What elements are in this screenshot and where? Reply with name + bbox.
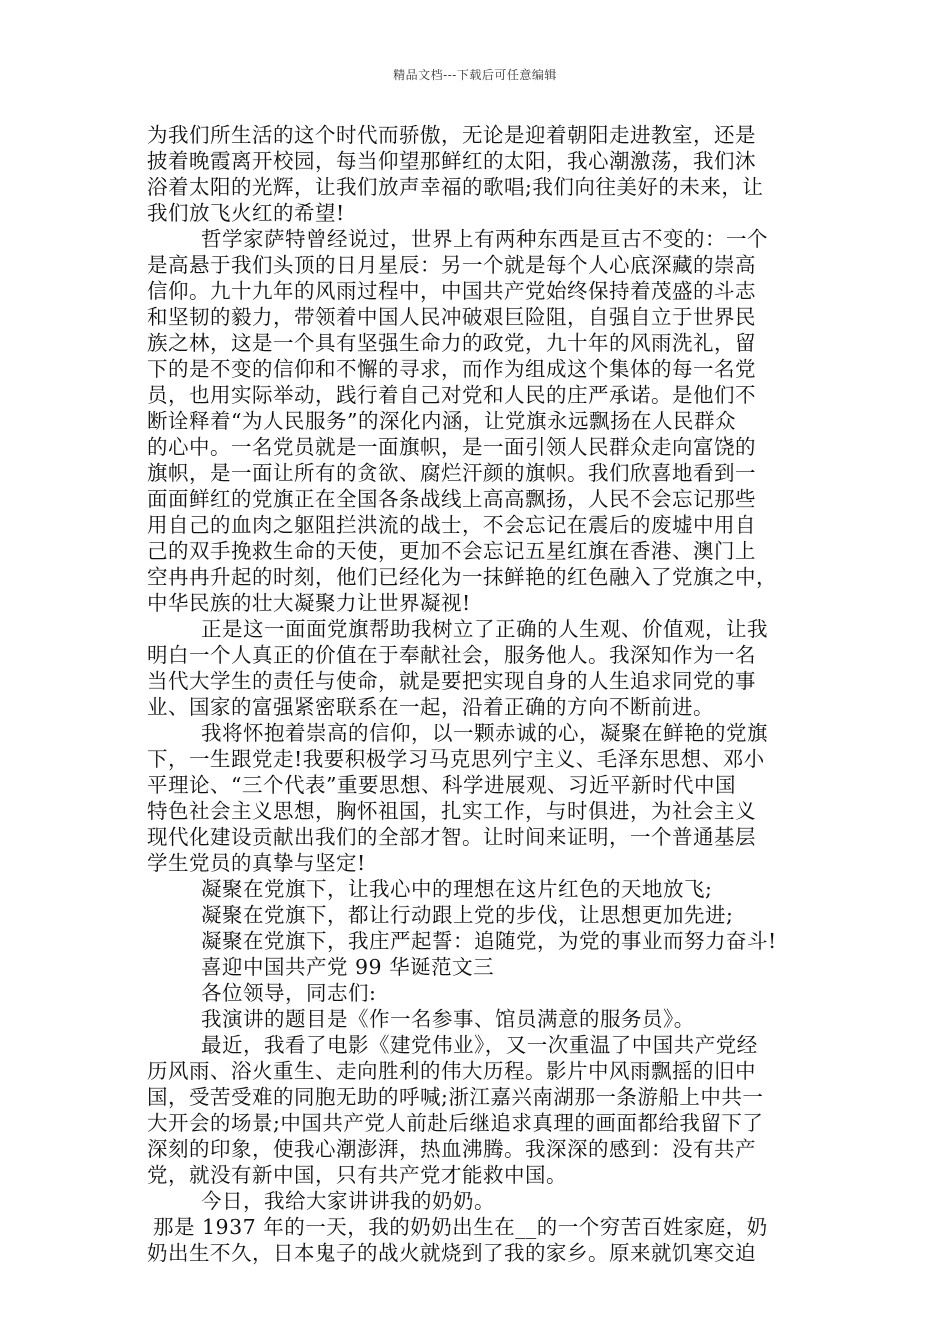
- text-line: 喜迎中国共产党 99 华诞范文三: [201, 955, 495, 979]
- text-line: 业、国家的富强紧密联系在一起，沿着正确的方向不断前进。: [147, 695, 714, 719]
- text-line: 现代化建设贡献出我们的全部才智。让时间来证明，一个普通基层: [147, 825, 756, 849]
- text-line: 平理论、“三个代表”重要思想、科学进展观、习近平新时代中国: [147, 773, 736, 797]
- text-line: 中华民族的壮大凝聚力让世界凝视!: [147, 591, 471, 615]
- text-line: 凝聚在党旗下，都让行动跟上党的步伐，让思想更加先进;: [201, 903, 734, 927]
- text-line: 历风雨、浴火重生、走向胜利的伟大历程。影片中风雨飘摇的旧中: [147, 1059, 756, 1083]
- text-line: 学生党员的真挚与坚定!: [147, 851, 366, 875]
- text-line: 明白一个人真正的价值在于奉献社会，服务他人。我深知作为一名: [147, 643, 756, 667]
- text-line: 下的是不变的信仰和不懈的寻求，而作为组成这个集体的每一名党: [147, 357, 756, 381]
- text-line: 断诠释着“为人民服务”的深化内涵，让党旗永远飘扬在人民群众: [147, 409, 736, 433]
- text-line: 当代大学生的责任与使命，就是要把实现自身的人生追求同党的事: [147, 669, 756, 693]
- text-line: 凝聚在党旗下，我庄严起誓：追随党，为党的事业而努力奋斗!: [201, 929, 777, 953]
- text-line: 信仰。九十九年的风雨过程中，中国共产党始终保持着茂盛的斗志: [147, 279, 756, 303]
- text-line: 国，受苦受难的同胞无助的呼喊;浙江嘉兴南湖那一条游船上中共一: [147, 1085, 764, 1109]
- text-line: 今日，我给大家讲讲我的奶奶。: [201, 1189, 495, 1213]
- text-line: 特色社会主义思想，胸怀祖国，扎实工作，与时俱进，为社会主义: [147, 799, 756, 823]
- text-line: 披着晚霞离开校园，每当仰望那鲜红的太阳，我心潮激荡，我们沐: [147, 149, 756, 173]
- text-line: 的心中。一名党员就是一面旗帜，是一面引领人民群众走向富饶的: [147, 435, 756, 459]
- text-line: 己的双手挽救生命的天使，更加不会忘记五星红旗在香港、澳门上: [147, 539, 756, 563]
- text-line: 大开会的场景;中国共产党人前赴后继追求真理的画面都给我留下了: [147, 1111, 764, 1135]
- text-line: 下，一生跟党走!我要积极学习马克思列宁主义、毛泽东思想、邓小: [147, 747, 765, 771]
- text-line: 族之林，这是一个具有坚强生命力的政党，九十年的风雨洗礼，留: [147, 331, 756, 355]
- text-line: 为我们所生活的这个时代而骄傲，无论是迎着朝阳走进教室，还是: [147, 123, 756, 147]
- text-line: 凝聚在党旗下，让我心中的理想在这片红色的天地放飞;: [201, 877, 713, 901]
- text-line: 深刻的印象，使我心潮澎湃，热血沸腾。我深深的感到：没有共产: [147, 1137, 756, 1161]
- text-line: 用自己的血肉之躯阻拦洪流的战士，不会忘记在震后的废墟中用自: [147, 513, 756, 537]
- text-line: 党，就没有新中国，只有共产党才能救中国。: [147, 1163, 567, 1187]
- text-line: 正是这一面面党旗帮助我树立了正确的人生观、价值观，让我: [201, 617, 768, 641]
- text-line: 员，也用实际举动，践行着自己对党和人民的庄严承诺。是他们不: [147, 383, 756, 407]
- text-line: 和坚韧的毅力，带领着中国人民冲破艰巨险阻，自强自立于世界民: [147, 305, 756, 329]
- text-line: 空冉冉升起的时刻，他们已经化为一抹鲜艳的红色融入了党旗之中，: [147, 565, 777, 589]
- text-line: 最近，我看了电影《建党伟业》，又一次重温了中国共产党经: [201, 1033, 758, 1057]
- text-line: 奶出生不久，日本鬼子的战火就烧到了我的家乡。原来就饥寒交迫: [147, 1241, 756, 1265]
- text-line: 我将怀抱着崇高的信仰，以一颗赤诚的心，凝聚在鲜艳的党旗: [201, 721, 768, 745]
- text-line: 哲学家萨特曾经说过，世界上有两种东西是亘古不变的：一个: [201, 227, 768, 251]
- document-body: [147, 122, 807, 1266]
- text-line: 是高悬于我们头顶的日月星辰：另一个就是每个人心底深藏的崇高: [147, 253, 756, 277]
- page-header: 精品文档---下载后可任意编辑: [393, 68, 557, 82]
- text-line: 我演讲的题目是《作一名参事、馆员满意的服务员》。: [201, 1007, 695, 1031]
- text-line: 那是 1937 年的一天，我的奶奶出生在__的一个穷苦百姓家庭，奶: [153, 1215, 768, 1239]
- text-line: 旗帜，是一面让所有的贪欲、腐烂汗颜的旗帜。我们欣喜地看到一: [147, 461, 756, 485]
- text-line: 浴着太阳的光辉，让我们放声幸福的歌唱;我们向往美好的未来，让: [147, 175, 764, 199]
- text-line: 面面鲜红的党旗正在全国各条战线上高高飘扬，人民不会忘记那些: [147, 487, 756, 511]
- text-line: 各位领导，同志们:: [201, 981, 377, 1005]
- text-line: 我们放飞火红的希望!: [147, 201, 345, 225]
